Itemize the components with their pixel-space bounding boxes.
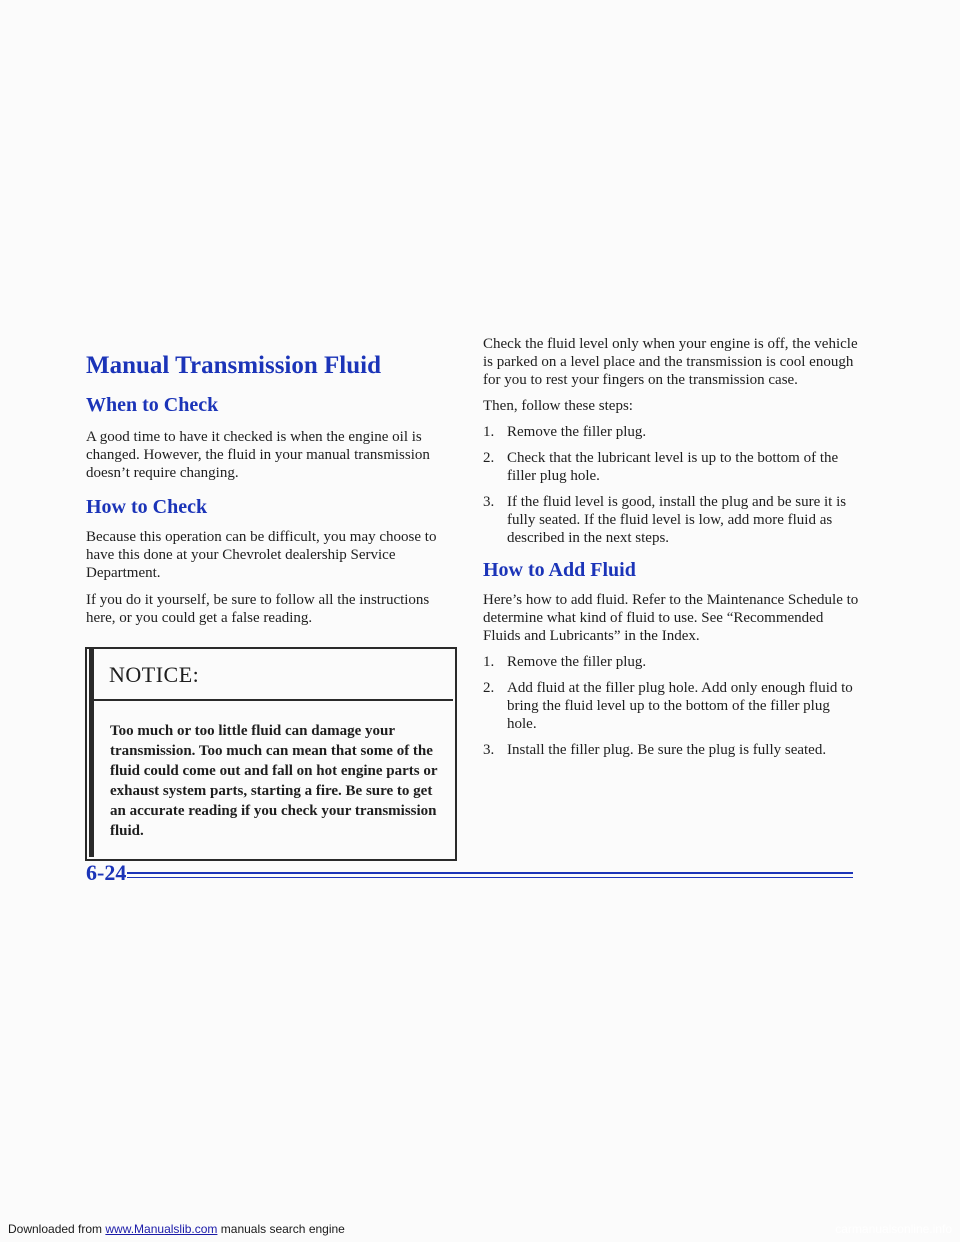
page-number: 6-24 xyxy=(86,860,127,885)
when-to-check-text: A good time to have it checked is when the engine oil is changed. However, the fluid in your manual transmission doesn’t require changing. xyxy=(86,429,430,481)
step-text: Install the filler plug. Be sure the plug is fully seated. xyxy=(507,742,827,758)
left-column xyxy=(86,350,456,861)
step-text: Add fluid at the filler plug hole. Add only enough fluid to bring the fluid level up to the bottom of the filler plug hole. xyxy=(507,680,853,732)
list-item xyxy=(483,449,863,485)
notice-box xyxy=(85,647,457,861)
check-intro-text: Check the fluid level only when your engine is off, the vehicle is parked on a level place and the transmission is cool enough for you to rest your fingers on the transmission case. xyxy=(483,336,858,388)
step-number: 2. xyxy=(483,680,495,696)
how-to-check-heading: How to Check xyxy=(86,496,208,518)
list-item xyxy=(483,493,863,547)
step-text: Remove the filler plug. xyxy=(507,424,647,440)
download-prefix: Downloaded from xyxy=(8,1222,106,1236)
step-number: 1. xyxy=(483,424,495,440)
list-item xyxy=(483,423,863,441)
step-number: 3. xyxy=(483,494,495,510)
download-bar xyxy=(8,1222,345,1236)
watermark: carmanualsonline.info xyxy=(835,1222,952,1236)
check-steps-list xyxy=(483,423,863,547)
notice-title: NOTICE: xyxy=(109,662,200,687)
step-number: 2. xyxy=(483,450,495,466)
how-to-add-fluid-heading: How to Add Fluid xyxy=(483,559,636,581)
list-item xyxy=(483,653,863,671)
notice-text: Too much or too little fluid can damage your transmission. Too much can mean that some of the fluid could come out and fall on hot engine parts or exhaust system parts, starting a fire. Be sure to get an accurate reading if you check your transmission fluid. xyxy=(110,723,438,839)
step-number: 1. xyxy=(483,654,495,670)
how-to-check-text-2: If you do it yourself, be sure to follow all the instructions here, or you could get a false reading. xyxy=(86,592,430,626)
when-to-check-heading: When to Check xyxy=(86,394,219,416)
list-item xyxy=(483,741,863,759)
section-title: Manual Transmission Fluid xyxy=(86,352,381,379)
step-number: 3. xyxy=(483,742,495,758)
how-to-check-text-1: Because this operation can be difficult, you may choose to have this done at your Chevrolet dealership Service Department. xyxy=(86,529,437,581)
manualslib-link[interactable]: www.Manualslib.com xyxy=(105,1222,218,1236)
step-text: Check that the lubricant level is up to the bottom of the filler plug hole. xyxy=(507,450,839,484)
add-steps-list xyxy=(483,653,863,759)
then-text: Then, follow these steps: xyxy=(483,398,633,414)
download-suffix: manuals search engine xyxy=(217,1222,345,1236)
notice-header xyxy=(89,649,453,701)
footer-rule xyxy=(127,872,853,874)
right-column xyxy=(483,335,863,767)
footer-rule-thin xyxy=(127,877,853,878)
step-text: Remove the filler plug. xyxy=(507,654,647,670)
add-fluid-text: Here’s how to add fluid. Refer to the Maintenance Schedule to determine what kind of fluid to use. See “Recommended Fluids and Lubricants” in the Index. xyxy=(483,592,859,644)
step-text: If the fluid level is good, install the plug and be sure it is fully seated. If the fluid level is low, add more fluid as described in the next steps. xyxy=(507,494,847,546)
notice-body xyxy=(89,701,453,857)
list-item xyxy=(483,679,863,733)
